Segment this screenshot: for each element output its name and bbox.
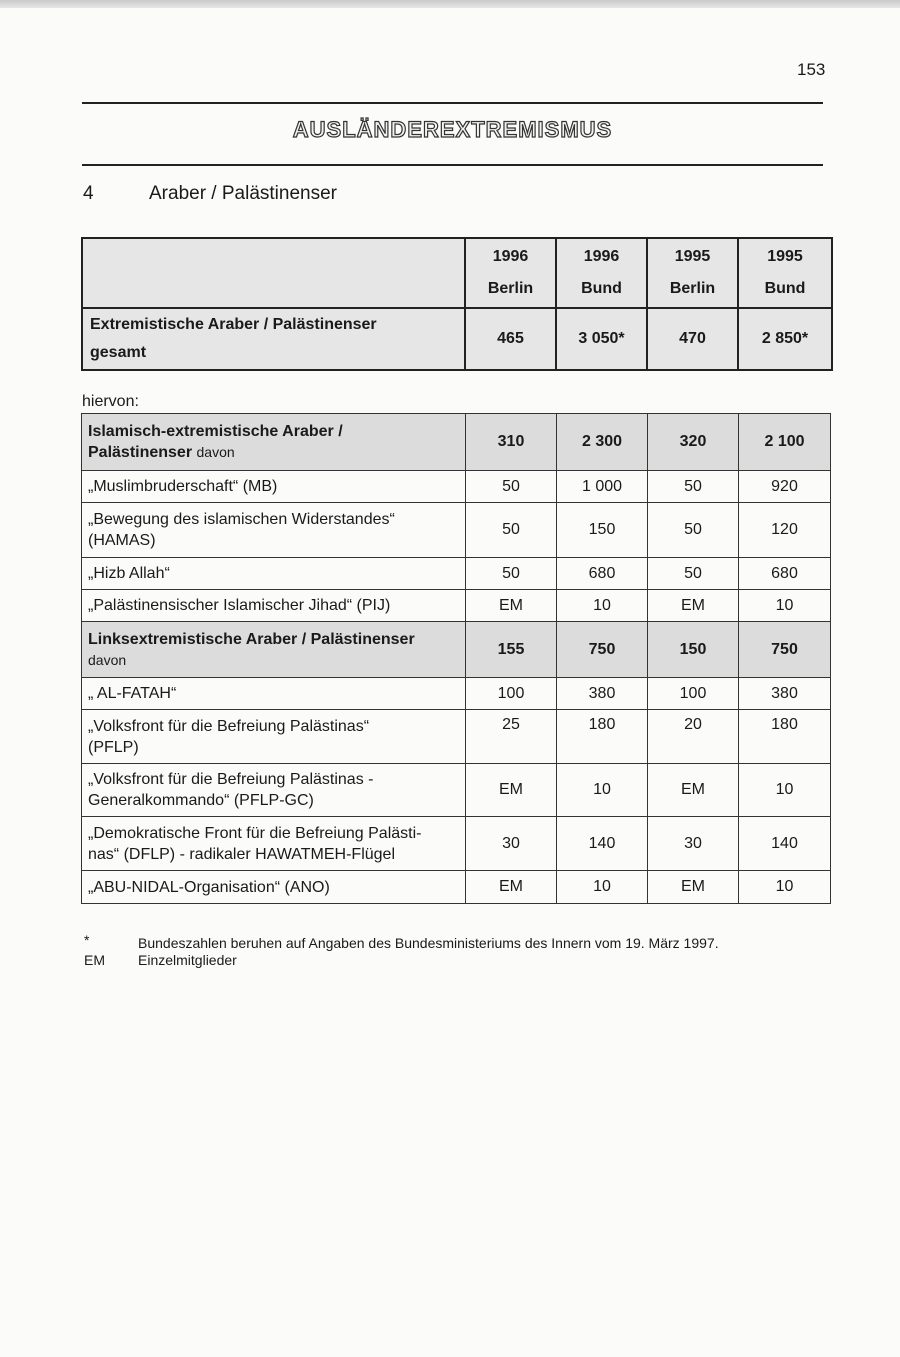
row-label: „Palästinensischer Islamischer Jihad“ (PIJ): [82, 590, 466, 622]
value-cell: 25: [466, 710, 557, 764]
group-row-islamist: [82, 414, 831, 471]
value-cell: 465: [465, 308, 556, 370]
summary-header-blank: [82, 238, 465, 308]
value-cell: 10: [739, 871, 831, 904]
header-rule-bottom: [82, 164, 823, 166]
value-cell: 50: [466, 503, 557, 558]
value-cell: 50: [466, 558, 557, 590]
value-cell: 2 300: [557, 414, 648, 471]
value-cell: 10: [739, 764, 831, 817]
value-cell: 920: [739, 471, 831, 503]
value-cell: 10: [557, 590, 648, 622]
value-cell: 380: [557, 678, 648, 710]
page-number: 153: [797, 60, 826, 79]
value-cell: 140: [557, 817, 648, 871]
group-row-leftist: [82, 622, 831, 678]
table-row: [82, 678, 831, 710]
footnote-text-asterisk: Bundeszahlen beruhen auf Angaben des Bundesministeriums des Innern vom 19. März 1997.: [138, 935, 719, 951]
value-cell: 180: [557, 710, 648, 764]
value-cell: 680: [739, 558, 831, 590]
value-cell: EM: [466, 590, 557, 622]
value-cell: 30: [648, 817, 739, 871]
value-cell: 20: [648, 710, 739, 764]
value-cell: 140: [739, 817, 831, 871]
value-cell: 50: [648, 503, 739, 558]
value-cell: 320: [648, 414, 739, 471]
hiervon-label: hiervon:: [82, 393, 139, 410]
row-label: Linksextremistische Araber / Palästinenser davon: [82, 622, 466, 678]
footnote-mark-asterisk: *: [84, 932, 90, 948]
table-row: [82, 503, 831, 558]
summary-header-row: [82, 238, 832, 308]
table-row: [82, 590, 831, 622]
row-label: „Demokratische Front für die Befreiung Palästi- nas“ (DFLP) - radikaler HAWATMEH-Flügel: [82, 817, 466, 871]
summary-row-label: Extremistische Araber / Palästinenser gesamt: [82, 308, 465, 370]
value-cell: 50: [648, 558, 739, 590]
value-cell: 310: [466, 414, 557, 471]
value-cell: 470: [647, 308, 738, 370]
value-cell: 10: [739, 590, 831, 622]
value-cell: 50: [466, 471, 557, 503]
scan-top-band: [0, 0, 900, 8]
value-cell: 750: [557, 622, 648, 678]
value-cell: 150: [557, 503, 648, 558]
row-label: „Bewegung des islamischen Widerstandes“ (HAMAS): [82, 503, 466, 558]
value-cell: 50: [648, 471, 739, 503]
summary-table: [81, 237, 833, 371]
value-cell: EM: [648, 871, 739, 904]
col-header-1995-bund: 1995 Bund: [738, 238, 832, 308]
table-row: [82, 471, 831, 503]
footnote-mark-em: EM: [84, 952, 105, 968]
table-row: [82, 764, 831, 817]
row-label: „Muslimbruderschaft“ (MB): [82, 471, 466, 503]
value-cell: 1 000: [557, 471, 648, 503]
col-header-1995-berlin: 1995 Berlin: [647, 238, 738, 308]
value-cell: 10: [557, 871, 648, 904]
row-label: „ABU-NIDAL-Organisation“ (ANO): [82, 871, 466, 904]
chapter-title: Araber / Palästinenser: [149, 183, 337, 204]
value-cell: 680: [557, 558, 648, 590]
value-cell: 3 050*: [556, 308, 647, 370]
value-cell: 100: [648, 678, 739, 710]
value-cell: 100: [466, 678, 557, 710]
detail-table: [81, 413, 831, 904]
value-cell: 155: [466, 622, 557, 678]
value-cell: 120: [739, 503, 831, 558]
value-cell: 2 850*: [738, 308, 832, 370]
value-cell: 750: [739, 622, 831, 678]
value-cell: 10: [557, 764, 648, 817]
col-header-1996-berlin: 1996 Berlin: [465, 238, 556, 308]
table-row: [82, 817, 831, 871]
row-label: „Volksfront für die Befreiung Palästinas - Generalkommando“ (PFLP-GC): [82, 764, 466, 817]
value-cell: 30: [466, 817, 557, 871]
value-cell: 2 100: [739, 414, 831, 471]
summary-total-row: [82, 308, 832, 370]
footnote-text-em: Einzelmitglieder: [138, 952, 237, 968]
row-label: „ AL-FATAH“: [82, 678, 466, 710]
value-cell: EM: [466, 764, 557, 817]
value-cell: EM: [466, 871, 557, 904]
chapter-number: 4: [83, 183, 94, 204]
header-rule-top: [82, 102, 823, 104]
value-cell: 150: [648, 622, 739, 678]
row-label: „Volksfront für die Befreiung Palästinas“ (PFLP): [82, 710, 466, 764]
value-cell: EM: [648, 764, 739, 817]
value-cell: 380: [739, 678, 831, 710]
value-cell: EM: [648, 590, 739, 622]
table-row: [82, 871, 831, 904]
col-header-1996-bund: 1996 Bund: [556, 238, 647, 308]
row-label: Islamisch-extremistische Araber / Palästinenser davon: [82, 414, 466, 471]
row-label: „Hizb Allah“: [82, 558, 466, 590]
table-row: [82, 710, 831, 764]
value-cell: 180: [739, 710, 831, 764]
table-row: [82, 558, 831, 590]
running-head: AUSLÄNDEREXTREMISMUS: [292, 117, 613, 142]
